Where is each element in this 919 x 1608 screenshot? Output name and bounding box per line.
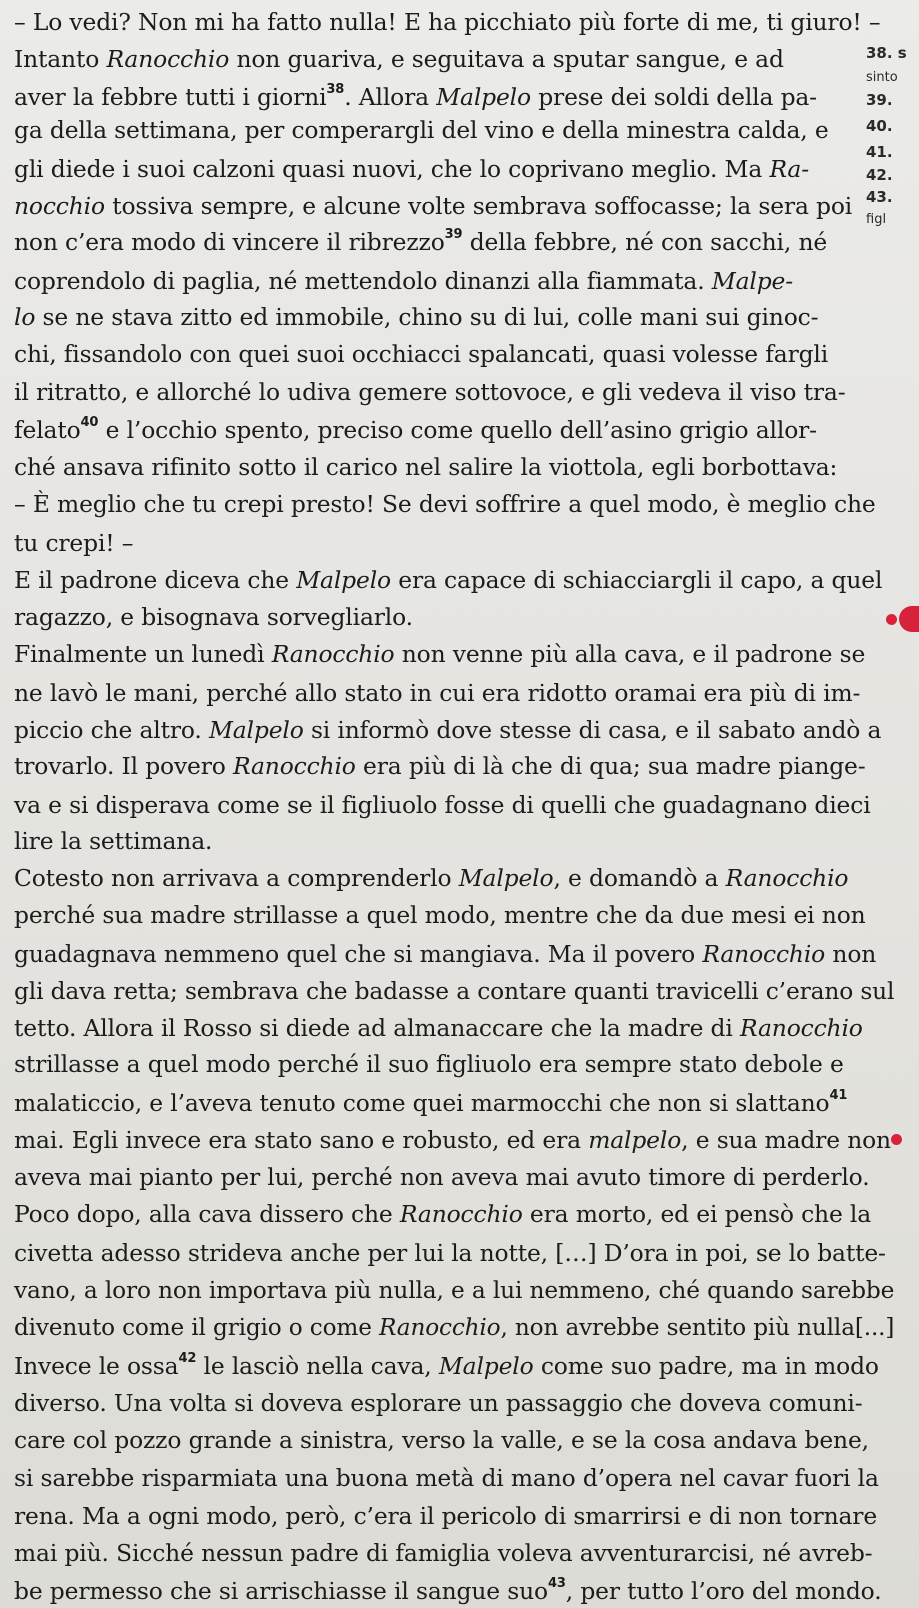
italic-name: Malpelo: [296, 566, 391, 594]
text-line: gli dava retta; sembrava che badasse a contare quanti travicelli c’erano sul: [14, 977, 895, 1005]
text-line: il ritratto, e allorché lo udiva gemere sottovoce, e gli vedeva il viso tra-: [14, 378, 846, 406]
text-line: mai più. Sicché nessun padre di famiglia voleva avventurarcisi, né avreb-: [14, 1539, 873, 1567]
text-line: lo se ne stava zitto ed immobile, chino su di lui, colle mani sui ginoc-: [14, 303, 819, 331]
text-line: Cotesto non arrivava a comprenderlo Malpelo, e domandò a Ranocchio: [14, 864, 849, 892]
italic-name: Ranocchio: [740, 1014, 863, 1042]
text-line: perché sua madre strillasse a quel modo, mentre che da due mesi ei non: [14, 901, 866, 929]
footnote-ref: 43: [547, 1576, 566, 1592]
margin-note: 41.: [866, 143, 893, 161]
italic-name: malpelo: [588, 1126, 682, 1154]
italic-name: Ranocchio: [725, 864, 849, 892]
text-line: aveva mai pianto per lui, perché non aveva mai avuto timore di perderlo.: [14, 1163, 870, 1191]
text-line: mai. Egli invece era stato sano e robusto, ed era malpelo, e sua madre non: [14, 1126, 891, 1154]
footnote-ref: 42: [178, 1351, 197, 1367]
text-line: tetto. Allora il Rosso si diede ad almanaccare che la madre di Ranocchio: [14, 1014, 863, 1042]
italic-name: Ranocchio: [106, 45, 230, 73]
text-line: Intanto Ranocchio non guariva, e seguitava a sputar sangue, e ad: [14, 45, 784, 73]
text-line: chi, fissandolo con quei suoi occhiacci spalancati, quasi volesse fargli: [14, 340, 829, 368]
margin-note: 43.: [866, 188, 893, 206]
italic-name: Ranocchio: [378, 1313, 501, 1341]
italic-name: Malpelo: [208, 716, 304, 744]
text-line: Finalmente un lunedì Ranocchio non venne più alla cava, e il padrone se: [14, 640, 866, 668]
text-line: vano, a loro non importava più nulla, e a lui nemmeno, ché quando sarebbe: [14, 1276, 895, 1304]
text-line: piccio che altro. Malpelo si informò dove stesse di casa, e il sabato andò a: [14, 716, 882, 744]
text-line: felato$^{40}$ e l’occhio spento, preciso come quello dell’asino grigio allor-: [14, 415, 817, 444]
italic-name: Malpelo: [458, 864, 554, 892]
text-line: rena. Ma a ogni modo, però, c’era il pericolo di smarrirsi e di non tornare: [14, 1502, 878, 1530]
italic-name: nocchio: [14, 192, 105, 220]
text-line: strillasse a quel modo perché il suo figliuolo era sempre stato debole e: [14, 1050, 844, 1078]
text-line: care col pozzo grande a sinistra, verso la valle, e se la cosa andava bene,: [14, 1426, 869, 1454]
text-line: divenuto come il grigio o come Ranocchio, non avrebbe sentito più nulla[...]: [14, 1313, 895, 1341]
text-line: guadagnava nemmeno quel che si mangiava. Ma il povero Ranocchio non: [14, 940, 877, 968]
text-line: civetta adesso strideva anche per lui la notte, […] D’ora in poi, se lo batte-: [14, 1239, 886, 1267]
italic-name: Ranocchio: [702, 940, 826, 968]
margin-note: 40.: [866, 117, 893, 135]
text-line: nocchio tossiva sempre, e alcune volte sembrava soffocasse; la sera poi: [14, 192, 853, 220]
text-line: tu crepi! –: [14, 529, 134, 557]
italic-name: Ra-: [769, 155, 809, 183]
italic-name: lo: [14, 303, 36, 331]
text-line: – È meglio che tu crepi presto! Se devi soffrire a quel modo, è meglio che: [14, 490, 876, 518]
margin-note: sinto: [866, 70, 898, 85]
text-line: ragazzo, e bisognava sorvegliarlo.: [14, 603, 413, 631]
italic-name: Malpelo: [438, 1352, 534, 1380]
text-line: ne lavò le mani, perché allo stato in cui era ridotto oramai era più di im-: [14, 679, 861, 707]
paragraph-marker-dot: [891, 1134, 902, 1145]
margin-note: 42.: [866, 166, 893, 184]
text-line: – Lo vedi? Non mi ha fatto nulla! E ha picchiato più forte di me, ti giuro! –: [14, 8, 881, 36]
margin-note: 39.: [866, 91, 893, 109]
margin-note: figl: [866, 212, 887, 227]
footnote-ref: 39: [444, 227, 463, 243]
text-line: trovarlo. Il povero Ranocchio era più di là che di qua; sua madre piange-: [14, 752, 866, 780]
text-line: Invece le ossa$^{42}$ le lasciò nella cava, Malpelo come suo padre, ma in modo: [14, 1351, 879, 1380]
text-line: ché ansava rifinito sotto il carico nel salire la viottola, egli borbottava:: [14, 453, 838, 481]
text-line: lire la settimana.: [14, 827, 213, 855]
italic-name: Ranocchio: [271, 640, 395, 668]
italic-name: Malpe-: [711, 267, 793, 295]
italic-name: Malpelo: [436, 83, 531, 111]
text-line: malaticcio, e l’aveva tenuto come quei marmocchi che non si slattano$^{41}$: [14, 1088, 848, 1117]
text-line: Poco dopo, alla cava dissero che Ranocchio era morto, ed ei pensò che la: [14, 1200, 872, 1228]
paragraph-marker-shape: [899, 606, 919, 632]
text-line: ga della settimana, per comperargli del vino e della minestra calda, e: [14, 116, 829, 144]
margin-note: 38. s: [866, 44, 907, 62]
text-line: be permesso che si arrischiasse il sangue suo$^{43}$, per tutto l’oro del mondo.: [14, 1576, 882, 1605]
text-line: va e si disperava come se il figliuolo fosse di quelli che guadagnano dieci: [14, 791, 871, 819]
text-line: aver la febbre tutti i giorni$^{38}$. Allora Malpelo prese dei soldi della pa-: [14, 82, 817, 111]
footnote-ref: 40: [80, 415, 99, 431]
text-line: si sarebbe risparmiata una buona metà di mano d’opera nel cavar fuori la: [14, 1464, 879, 1492]
footnote-ref: 41: [829, 1088, 848, 1104]
text-line: non c’era modo di vincere il ribrezzo$^{39}$ della febbre, né con sacchi, né: [14, 227, 828, 256]
paragraph-marker-dot: [886, 614, 897, 625]
text-line: gli diede i suoi calzoni quasi nuovi, che lo coprivano meglio. Ma Ra-: [14, 155, 809, 183]
italic-name: Ranocchio: [399, 1200, 523, 1228]
text-line: E il padrone diceva che Malpelo era capace di schiacciargli il capo, a quel: [14, 566, 883, 594]
text-line: coprendolo di paglia, né mettendolo dinanzi alla fiammata. Malpe-: [14, 267, 793, 295]
italic-name: Ranocchio: [233, 752, 356, 780]
text-line: diverso. Una volta si doveva esplorare un passaggio che doveva comuni-: [14, 1389, 863, 1417]
footnote-ref: 38: [326, 82, 345, 98]
